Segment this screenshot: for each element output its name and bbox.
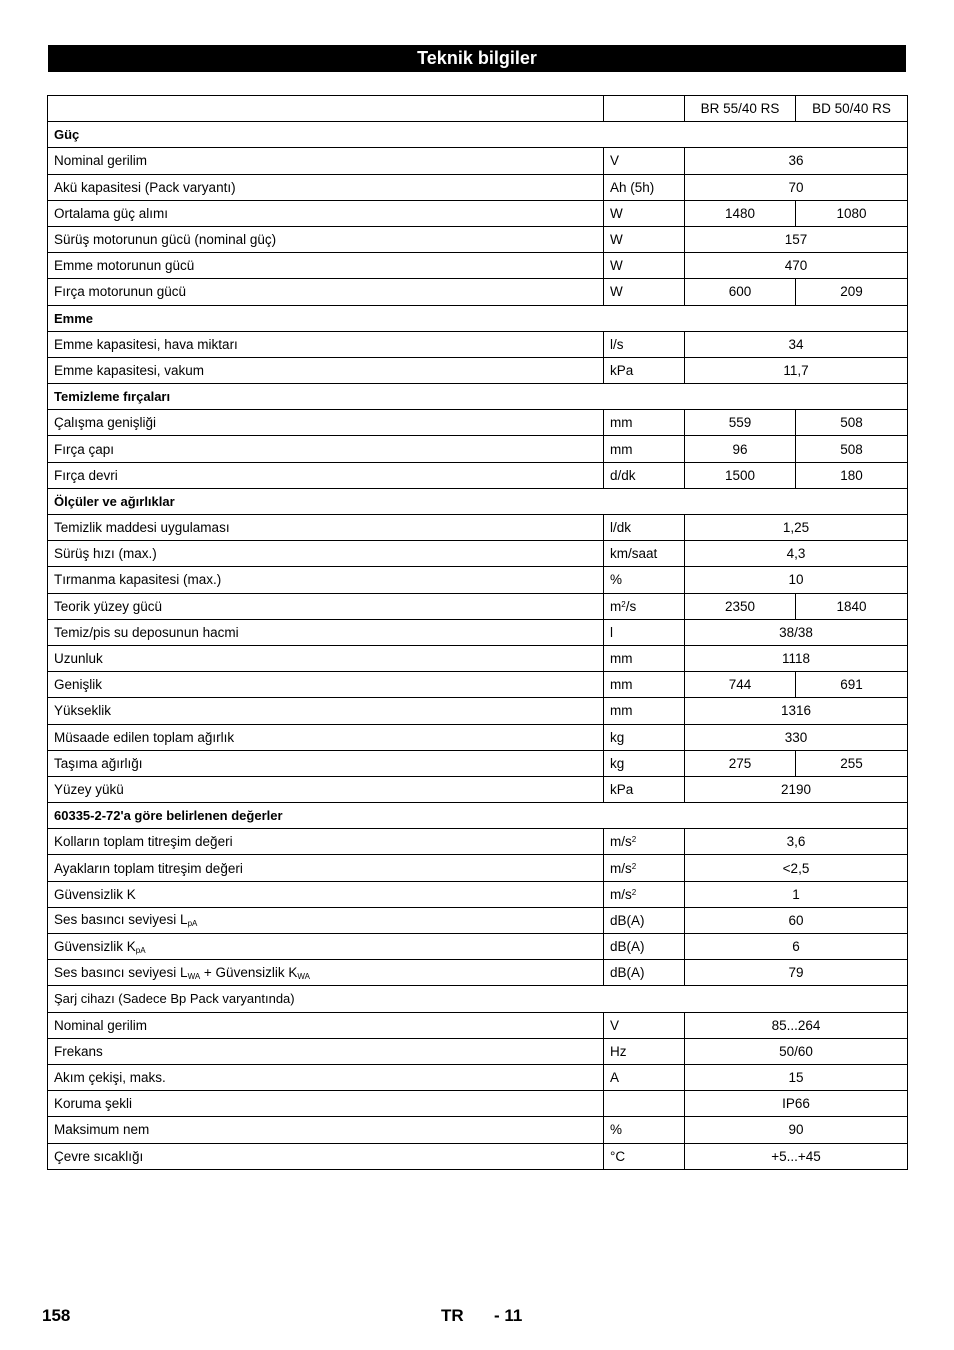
- table-row: [48, 279, 908, 305]
- section-row: [48, 305, 908, 331]
- spec-label-text: Uzunluk: [54, 651, 103, 667]
- spec-label: [48, 829, 604, 855]
- unit-text: W: [610, 232, 623, 248]
- spec-unit: [604, 462, 685, 488]
- spec-value: 90: [685, 1117, 908, 1143]
- spec-label-text: Kolların toplam titreşim değeri: [54, 834, 233, 850]
- spec-value-bd: 209: [796, 279, 908, 305]
- unit-text: d/dk: [610, 467, 636, 483]
- spec-value-bd: 508: [796, 410, 908, 436]
- unit-text: V: [610, 1017, 620, 1033]
- spec-unit: [604, 567, 685, 593]
- unit-superscript: 2: [631, 835, 637, 845]
- section-row: [48, 384, 908, 410]
- spec-value: 1118: [685, 645, 908, 671]
- spec-unit: [604, 672, 685, 698]
- spec-label-text: Sürüş motorunun gücü (nominal güç): [54, 232, 277, 248]
- spec-label: [48, 1117, 604, 1143]
- table-row: [48, 436, 908, 462]
- spec-value: 38/38: [685, 619, 908, 645]
- unit-text: mm: [610, 415, 633, 431]
- spec-unit: [604, 934, 685, 960]
- spec-label-text: Taşıma ağırlığı: [54, 755, 143, 771]
- table-row: [48, 593, 908, 619]
- table-row: [48, 750, 908, 776]
- spec-value: 6: [685, 934, 908, 960]
- table-row: [48, 515, 908, 541]
- spec-value: 1316: [685, 698, 908, 724]
- spec-value-bd: 691: [796, 672, 908, 698]
- table-row: [48, 829, 908, 855]
- table-row: [48, 1117, 908, 1143]
- spec-label-text: Tırmanma kapasitesi (max.): [54, 572, 222, 588]
- spec-value: 11,7: [685, 357, 908, 383]
- spec-label-text: Müsaade edilen toplam ağırlık: [54, 729, 235, 745]
- spec-value: 50/60: [685, 1038, 908, 1064]
- spec-label-text: Nominal gerilim: [54, 153, 148, 169]
- unit-text: l/dk: [610, 520, 632, 536]
- unit-text: l: [610, 624, 613, 640]
- spec-unit: [604, 881, 685, 907]
- table-header-row: [48, 96, 908, 122]
- unit-text: °C: [610, 1148, 626, 1164]
- spec-unit: [604, 855, 685, 881]
- header-blank-cell: [604, 96, 685, 122]
- spec-value-br: 2350: [685, 593, 796, 619]
- spec-label: [48, 934, 604, 960]
- table-row: [48, 881, 908, 907]
- spec-label-text: Emme kapasitesi, hava miktarı: [54, 336, 238, 352]
- spec-unit: [604, 724, 685, 750]
- table-row: [48, 331, 908, 357]
- section-row: [48, 488, 908, 514]
- section-title: Emme: [48, 305, 908, 331]
- spec-unit: [604, 698, 685, 724]
- section-row: [48, 986, 908, 1012]
- spec-label: [48, 907, 604, 933]
- unit-text: dB(A): [610, 912, 645, 928]
- section-title: Şarj cihazı (Sadece Bp Pack varyantında): [48, 986, 908, 1012]
- model-header: BR 55/40 RS: [685, 96, 796, 122]
- spec-value-bd: 1840: [796, 593, 908, 619]
- spec-table: [47, 95, 908, 1170]
- spec-label-text: Çalışma genişliği: [54, 415, 157, 431]
- spec-label: [48, 593, 604, 619]
- label-subscript: WA: [187, 971, 201, 981]
- spec-value: 10: [685, 567, 908, 593]
- spec-label: [48, 226, 604, 252]
- spec-unit: [604, 829, 685, 855]
- spec-value-br: 1500: [685, 462, 796, 488]
- spec-unit: [604, 515, 685, 541]
- spec-unit: [604, 1038, 685, 1064]
- unit-text: kPa: [610, 362, 634, 378]
- unit-text: m: [610, 598, 622, 614]
- unit-text: W: [610, 205, 623, 221]
- spec-value: 2190: [685, 776, 908, 802]
- spec-label: [48, 724, 604, 750]
- spec-label-text: Ses basıncı seviyesi L: [54, 964, 188, 980]
- spec-value-bd: 255: [796, 750, 908, 776]
- table-row: [48, 724, 908, 750]
- spec-value: 3,6: [685, 829, 908, 855]
- unit-text: mm: [610, 651, 633, 667]
- unit-text: %: [610, 572, 623, 588]
- table-row: [48, 776, 908, 802]
- table-row: [48, 1143, 908, 1169]
- unit-text: Ah (5h): [610, 179, 655, 195]
- spec-label-text: Yüzey yükü: [54, 781, 124, 797]
- spec-label: [48, 357, 604, 383]
- spec-value: 4,3: [685, 541, 908, 567]
- spec-value-bd: 1080: [796, 200, 908, 226]
- spec-label-text: Ortalama güç alımı: [54, 205, 169, 221]
- spec-label-text: Koruma şekli: [54, 1096, 133, 1112]
- spec-label-text: Sürüş hızı (max.): [54, 546, 157, 562]
- unit-text: m/s: [610, 860, 632, 876]
- section-title: Güç: [48, 122, 908, 148]
- unit-text: mm: [610, 441, 633, 457]
- section-title: 60335-2-72'a göre belirlenen değerler: [48, 803, 908, 829]
- spec-label-text: Ses basıncı seviyesi L: [54, 912, 188, 928]
- section-row: [48, 803, 908, 829]
- unit-text: dB(A): [610, 939, 645, 955]
- spec-unit: [604, 907, 685, 933]
- spec-label: [48, 1012, 604, 1038]
- table-row: [48, 1038, 908, 1064]
- unit-text: kg: [610, 755, 625, 771]
- spec-value: 15: [685, 1064, 908, 1090]
- spec-value: 34: [685, 331, 908, 357]
- table-row: [48, 619, 908, 645]
- spec-value: 157: [685, 226, 908, 252]
- unit-superscript: 2: [621, 599, 626, 609]
- spec-unit: [604, 279, 685, 305]
- spec-label-text: Temizlik maddesi uygulaması: [54, 520, 230, 536]
- section-row: [48, 122, 908, 148]
- spec-value: 79: [685, 960, 908, 986]
- spec-value: IP66: [685, 1091, 908, 1117]
- spec-label: [48, 1038, 604, 1064]
- unit-text: /s: [625, 598, 637, 614]
- table-row: [48, 672, 908, 698]
- section-title: Temizleme fırçaları: [48, 384, 908, 410]
- spec-unit: [604, 410, 685, 436]
- spec-unit: [604, 1117, 685, 1143]
- model-header: BD 50/40 RS: [796, 96, 908, 122]
- spec-unit: [604, 331, 685, 357]
- unit-text: W: [610, 284, 623, 300]
- label-subscript: pA: [187, 919, 198, 929]
- table-row: [48, 567, 908, 593]
- label-subscript: pA: [135, 945, 146, 955]
- spec-unit: [604, 960, 685, 986]
- spec-value: 60: [685, 907, 908, 933]
- section-page: - 11: [494, 1306, 523, 1325]
- spec-label: [48, 331, 604, 357]
- table-row: [48, 253, 908, 279]
- spec-value-br: 1480: [685, 200, 796, 226]
- table-row: [48, 200, 908, 226]
- spec-value-br: 600: [685, 279, 796, 305]
- unit-text: m/s: [610, 886, 632, 902]
- section-title: Ölçüler ve ağırlıklar: [48, 488, 908, 514]
- unit-text: km/saat: [610, 546, 658, 562]
- spec-label: [48, 279, 604, 305]
- spec-label-text: Çevre sıcaklığı: [54, 1148, 144, 1164]
- spec-label-text: + Güvensizlik K: [200, 964, 298, 980]
- table-row: [48, 1064, 908, 1090]
- spec-value: 470: [685, 253, 908, 279]
- spec-label-text: Frekans: [54, 1043, 103, 1059]
- table-row: [48, 148, 908, 174]
- spec-unit: [604, 200, 685, 226]
- unit-text: m/s: [610, 834, 632, 850]
- table-row: [48, 357, 908, 383]
- spec-unit: [604, 1143, 685, 1169]
- table-row: [48, 645, 908, 671]
- spec-label: [48, 776, 604, 802]
- spec-label: [48, 855, 604, 881]
- spec-unit: [604, 593, 685, 619]
- spec-label-text: Akü kapasitesi (Pack varyantı): [54, 179, 236, 195]
- label-subscript: WA: [297, 971, 310, 981]
- unit-text: mm: [610, 677, 633, 693]
- spec-label: [48, 698, 604, 724]
- spec-label-text: Ayakların toplam titreşim değeri: [54, 860, 243, 876]
- spec-unit: [604, 619, 685, 645]
- spec-unit: [604, 148, 685, 174]
- language-code: TR: [441, 1306, 464, 1325]
- spec-unit: [604, 1064, 685, 1090]
- table-row: [48, 462, 908, 488]
- table-row: [48, 907, 908, 933]
- unit-superscript: 2: [631, 861, 637, 871]
- spec-value: 70: [685, 174, 908, 200]
- spec-unit: [604, 226, 685, 252]
- page-number: 158: [42, 1306, 71, 1325]
- spec-unit: [604, 436, 685, 462]
- spec-label-text: Emme kapasitesi, vakum: [54, 362, 205, 378]
- spec-unit: [604, 541, 685, 567]
- spec-label-text: Güvensizlik K: [54, 886, 136, 902]
- spec-unit: [604, 357, 685, 383]
- spec-unit: [604, 253, 685, 279]
- spec-label-text: Temiz/pis su deposunun hacmi: [54, 624, 239, 640]
- spec-value-br: 744: [685, 672, 796, 698]
- spec-label: [48, 960, 604, 986]
- table-row: [48, 934, 908, 960]
- page-title: Teknik bilgiler: [48, 45, 906, 72]
- table-row: [48, 1091, 908, 1117]
- spec-label-text: Fırça devri: [54, 467, 118, 483]
- spec-label-text: Genişlik: [54, 677, 103, 693]
- spec-value: 330: [685, 724, 908, 750]
- spec-label: [48, 1091, 604, 1117]
- spec-value: <2,5: [685, 855, 908, 881]
- spec-label: [48, 200, 604, 226]
- spec-value-br: 559: [685, 410, 796, 436]
- table-row: [48, 960, 908, 986]
- spec-label: [48, 567, 604, 593]
- table-row: [48, 541, 908, 567]
- spec-unit: [604, 1012, 685, 1038]
- spec-label-text: Fırça çapı: [54, 441, 115, 457]
- spec-label: [48, 750, 604, 776]
- unit-text: dB(A): [610, 965, 645, 981]
- spec-label: [48, 672, 604, 698]
- spec-label-text: Teorik yüzey gücü: [54, 598, 163, 614]
- spec-unit: [604, 1091, 685, 1117]
- unit-text: kPa: [610, 781, 634, 797]
- spec-label-text: Güvensizlik K: [54, 938, 136, 954]
- spec-value-bd: 508: [796, 436, 908, 462]
- unit-text: W: [610, 258, 623, 274]
- table-row: [48, 1012, 908, 1038]
- unit-text: %: [610, 1122, 623, 1138]
- table-row: [48, 410, 908, 436]
- spec-label-text: Nominal gerilim: [54, 1017, 148, 1033]
- spec-label: [48, 1143, 604, 1169]
- unit-text: V: [610, 153, 620, 169]
- spec-label: [48, 436, 604, 462]
- spec-value-br: 275: [685, 750, 796, 776]
- spec-value-bd: 180: [796, 462, 908, 488]
- spec-label: [48, 462, 604, 488]
- spec-label: [48, 174, 604, 200]
- spec-value: +5...+45: [685, 1143, 908, 1169]
- spec-unit: [604, 645, 685, 671]
- spec-label-text: Yükseklik: [54, 703, 112, 719]
- spec-unit: [604, 776, 685, 802]
- spec-label: [48, 253, 604, 279]
- unit-text: l/s: [610, 336, 624, 352]
- unit-text: mm: [610, 703, 633, 719]
- unit-text: kg: [610, 729, 625, 745]
- spec-unit: [604, 174, 685, 200]
- header-blank-cell: [48, 96, 604, 122]
- spec-label-text: Akım çekişi, maks.: [54, 1070, 166, 1086]
- spec-label-text: Maksimum nem: [54, 1122, 150, 1138]
- spec-label: [48, 645, 604, 671]
- spec-value: 36: [685, 148, 908, 174]
- unit-text: A: [610, 1070, 620, 1086]
- spec-value: 1,25: [685, 515, 908, 541]
- table-row: [48, 698, 908, 724]
- spec-label: [48, 148, 604, 174]
- unit-text: Hz: [610, 1043, 627, 1059]
- spec-label-text: Emme motorunun gücü: [54, 258, 195, 274]
- spec-label: [48, 881, 604, 907]
- spec-label: [48, 619, 604, 645]
- table-row: [48, 855, 908, 881]
- table-row: [48, 226, 908, 252]
- spec-value-br: 96: [685, 436, 796, 462]
- spec-value: 1: [685, 881, 908, 907]
- table-row: [48, 174, 908, 200]
- spec-label: [48, 515, 604, 541]
- spec-value: 85...264: [685, 1012, 908, 1038]
- spec-label-text: Fırça motorunun gücü: [54, 284, 187, 300]
- spec-unit: [604, 750, 685, 776]
- unit-superscript: 2: [631, 887, 637, 897]
- spec-label: [48, 541, 604, 567]
- spec-label: [48, 1064, 604, 1090]
- spec-label: [48, 410, 604, 436]
